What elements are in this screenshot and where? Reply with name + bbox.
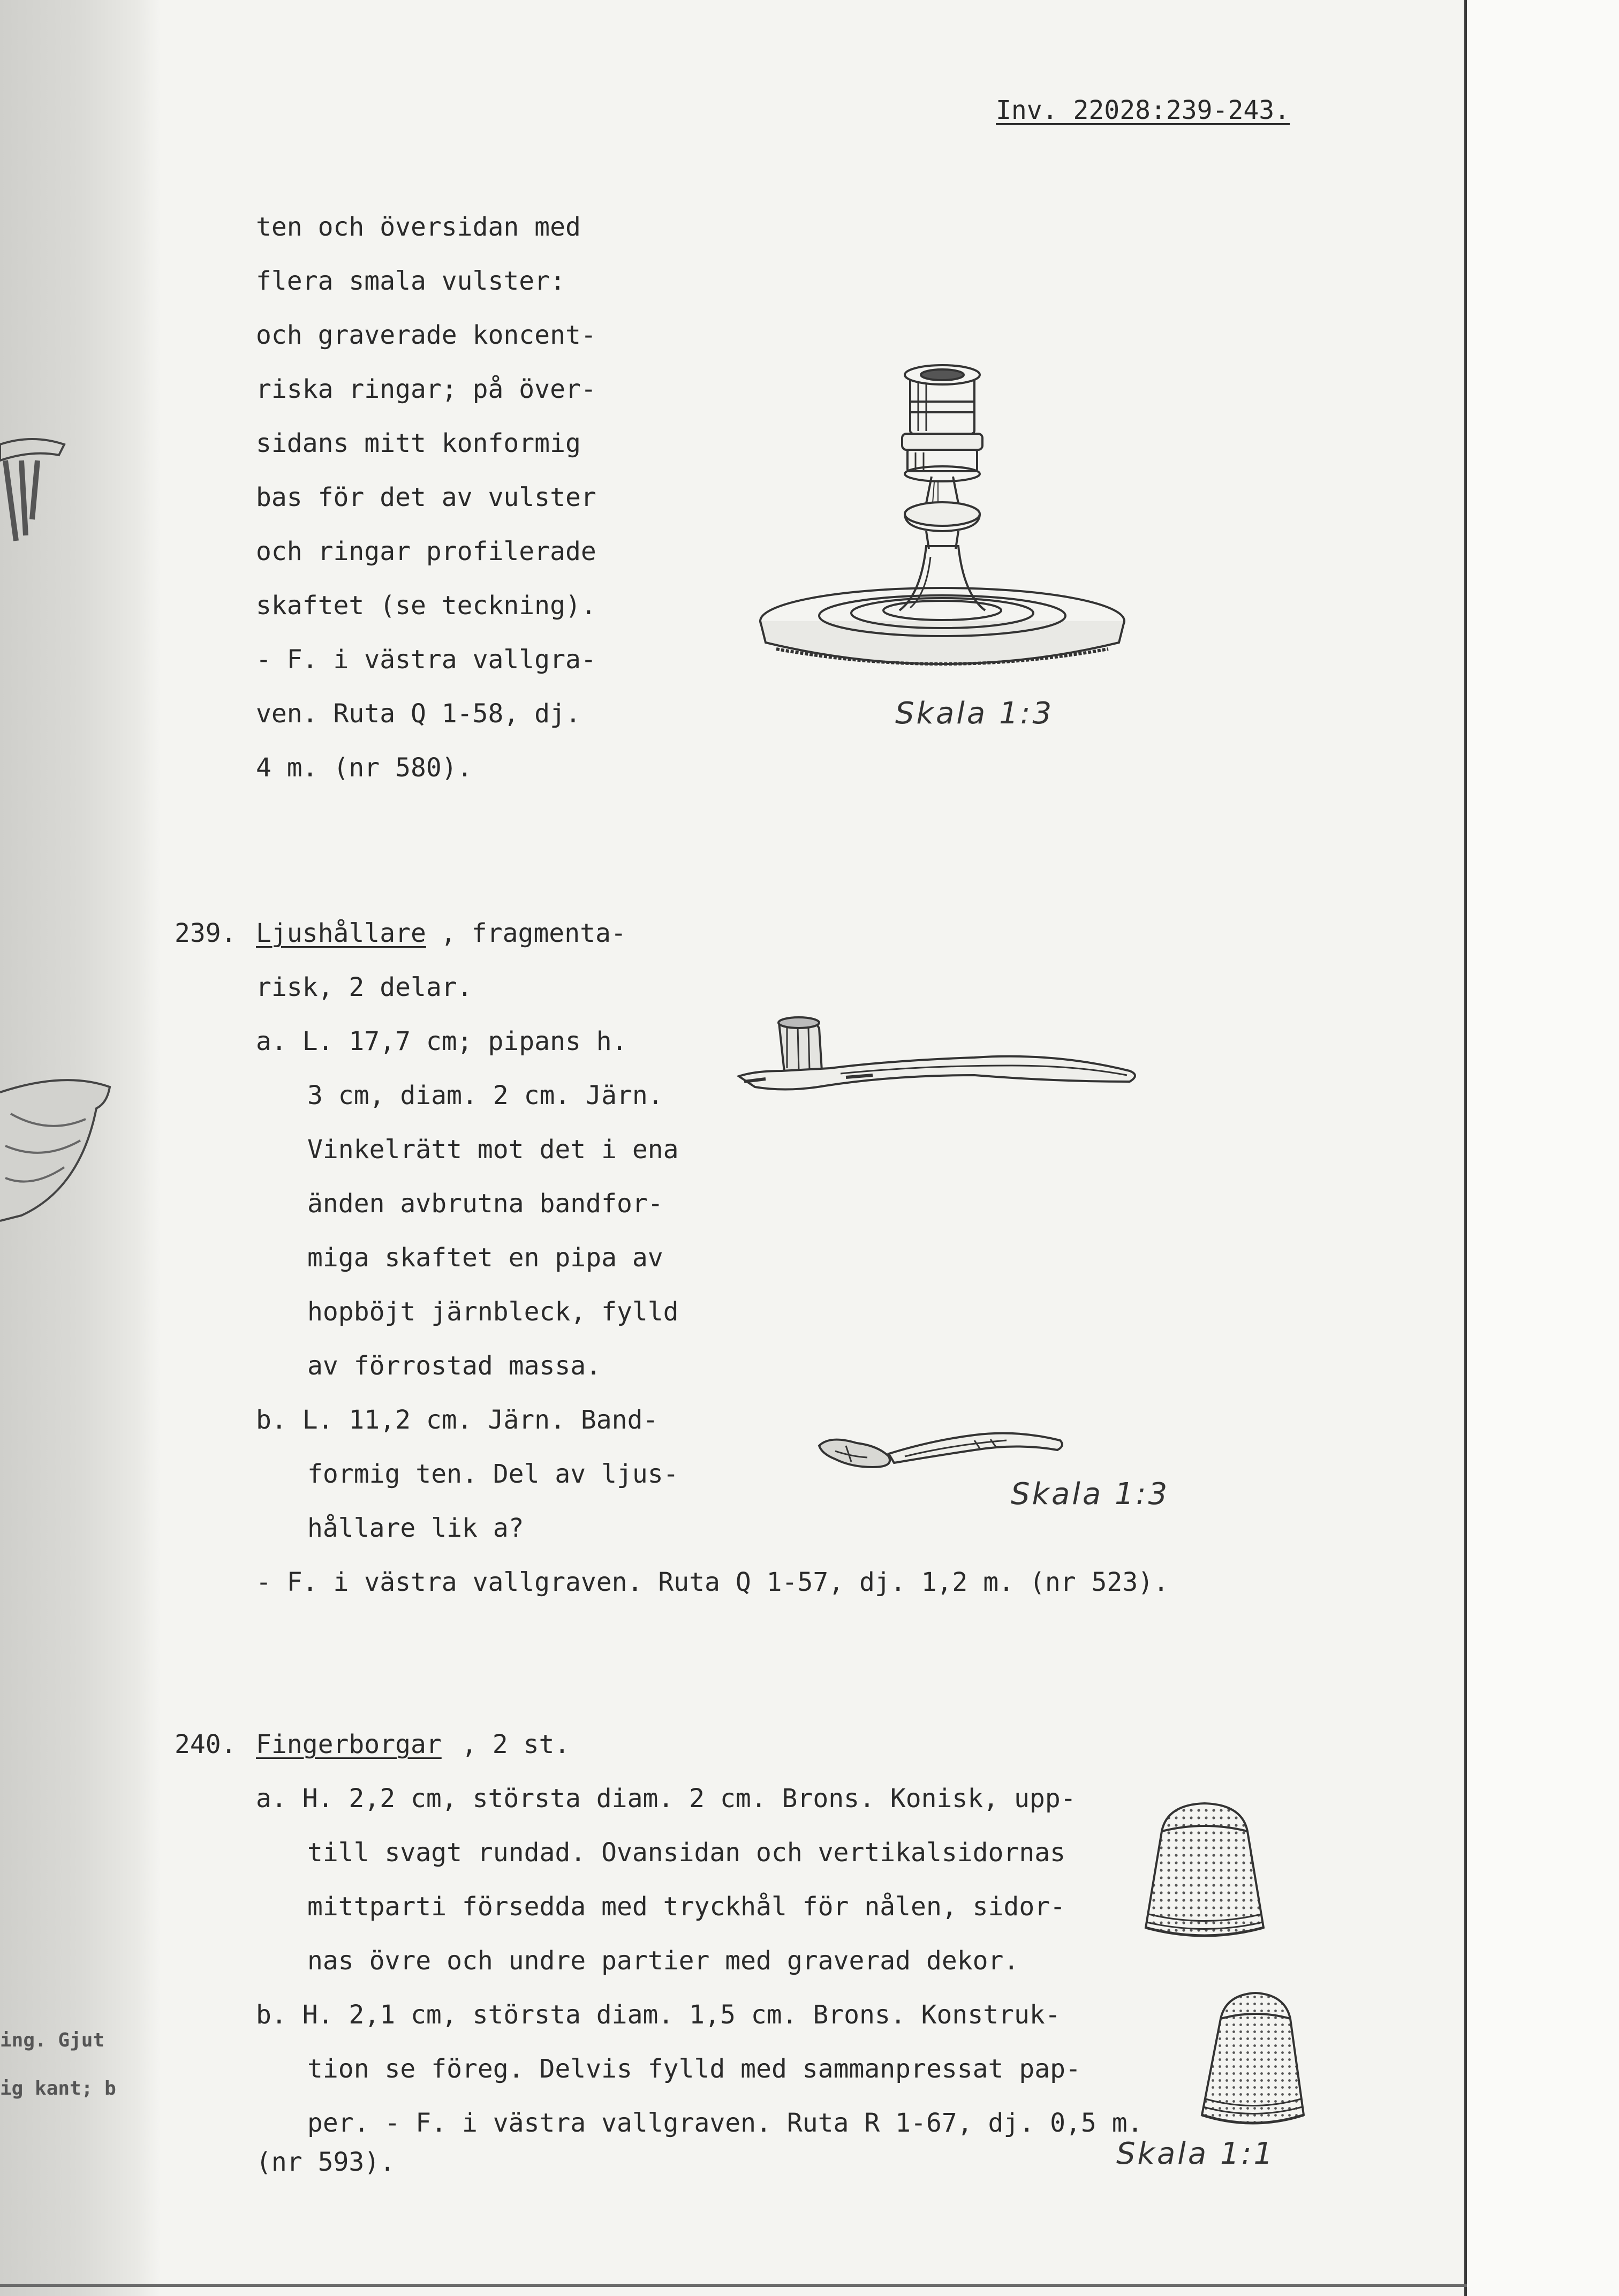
entry-title: Ljushållare	[256, 918, 426, 948]
find-location: - F. i västra vallgraven. Ruta Q 1-57, dj. 1,2 m. (nr 523).	[256, 1567, 1169, 1597]
text-line: a. H. 2,2 cm, största diam. 2 cm. Brons. Konisk, upp-	[256, 1784, 1076, 1814]
text-line: hopböjt järnbleck, fylld	[307, 1297, 679, 1327]
text-line: per. - F. i västra vallgraven. Ruta R 1-67, dj. 0,5 m.	[307, 2108, 1143, 2138]
entry-number: 239.	[175, 918, 237, 948]
text-line: änden avbrutna bandfor-	[307, 1189, 663, 1219]
text-line: 4 m. (nr 580).	[256, 753, 473, 783]
entry-title: Fingerborgar	[256, 1729, 442, 1759]
text-line: riska ringar; på över-	[256, 374, 596, 404]
scale-label: Skala 1:3	[895, 696, 1054, 731]
text-line: risk, 2 delar.	[256, 972, 473, 1002]
candlestick-drawing	[739, 343, 1146, 685]
text-line: och ringar profilerade	[256, 537, 596, 567]
scale-label: Skala 1:1	[1116, 2136, 1275, 2171]
text-line: - F. i västra vallgra-	[256, 645, 596, 675]
text-line: hållare lik a?	[307, 1513, 524, 1543]
entry-title-rest: , 2 st.	[462, 1729, 570, 1759]
text-line: till svagt rundad. Ovansidan och vertikalsidornas	[307, 1838, 1066, 1868]
text-line: b. H. 2,1 cm, största diam. 1,5 cm. Brons. Konstruk-	[256, 2000, 1061, 2030]
entry-number: 240.	[175, 1729, 237, 1759]
scale-label: Skala 1:3	[1011, 1477, 1170, 1512]
text-line: ven. Ruta Q 1-58, dj.	[256, 699, 581, 729]
facing-page-drawing-bowl	[0, 1071, 118, 1232]
entry-title-rest: , fragmenta-	[441, 918, 626, 948]
text-line: 3 cm, diam. 2 cm. Järn.	[307, 1081, 663, 1111]
thimble-a-drawing	[1135, 1799, 1274, 1960]
text-line: av förrostad massa.	[307, 1351, 602, 1381]
text-line: mittparti försedda med tryckhål för nålen, sidor-	[307, 1892, 1066, 1922]
text-line: nas övre och undre partier med graverad dekor.	[307, 1946, 1019, 1976]
facing-page-drawing-top	[0, 412, 86, 552]
text-line: och graverade koncent-	[256, 320, 596, 350]
text-line: sidans mitt konformig	[256, 428, 581, 458]
text-line: ten och översidan med	[256, 212, 581, 242]
text-line: skaftet (se teckning).	[256, 591, 596, 621]
text-line: b. L. 11,2 cm. Järn. Band-	[256, 1405, 659, 1435]
text-line: tion se föreg. Delvis fylld med sammanpressat pap-	[307, 2054, 1081, 2084]
facing-page-text-fragment: ing. Gjut	[0, 2029, 105, 2051]
text-line: a. L. 17,7 cm; pipans h.	[256, 1026, 627, 1056]
page-edge-bottom	[0, 2284, 1467, 2287]
text-line: formig ten. Del av ljus-	[307, 1459, 679, 1489]
text-line: flera smala vulster:	[256, 266, 565, 296]
facing-page-text-fragment: ig kant; b	[0, 2078, 116, 2099]
thimble-b-drawing	[1189, 1987, 1317, 2147]
inventory-number: Inv. 22028:239-243.	[996, 95, 1290, 125]
candle-holder-fragment-a-drawing	[733, 1012, 1151, 1108]
candle-holder-fragment-b-drawing	[814, 1414, 1071, 1478]
text-line: Vinkelrätt mot det i ena	[307, 1135, 679, 1165]
text-line: bas för det av vulster	[256, 482, 596, 512]
page-margin-right	[1467, 0, 1619, 2296]
text-line: (nr 593).	[256, 2147, 396, 2177]
text-line: miga skaftet en pipa av	[307, 1243, 663, 1273]
